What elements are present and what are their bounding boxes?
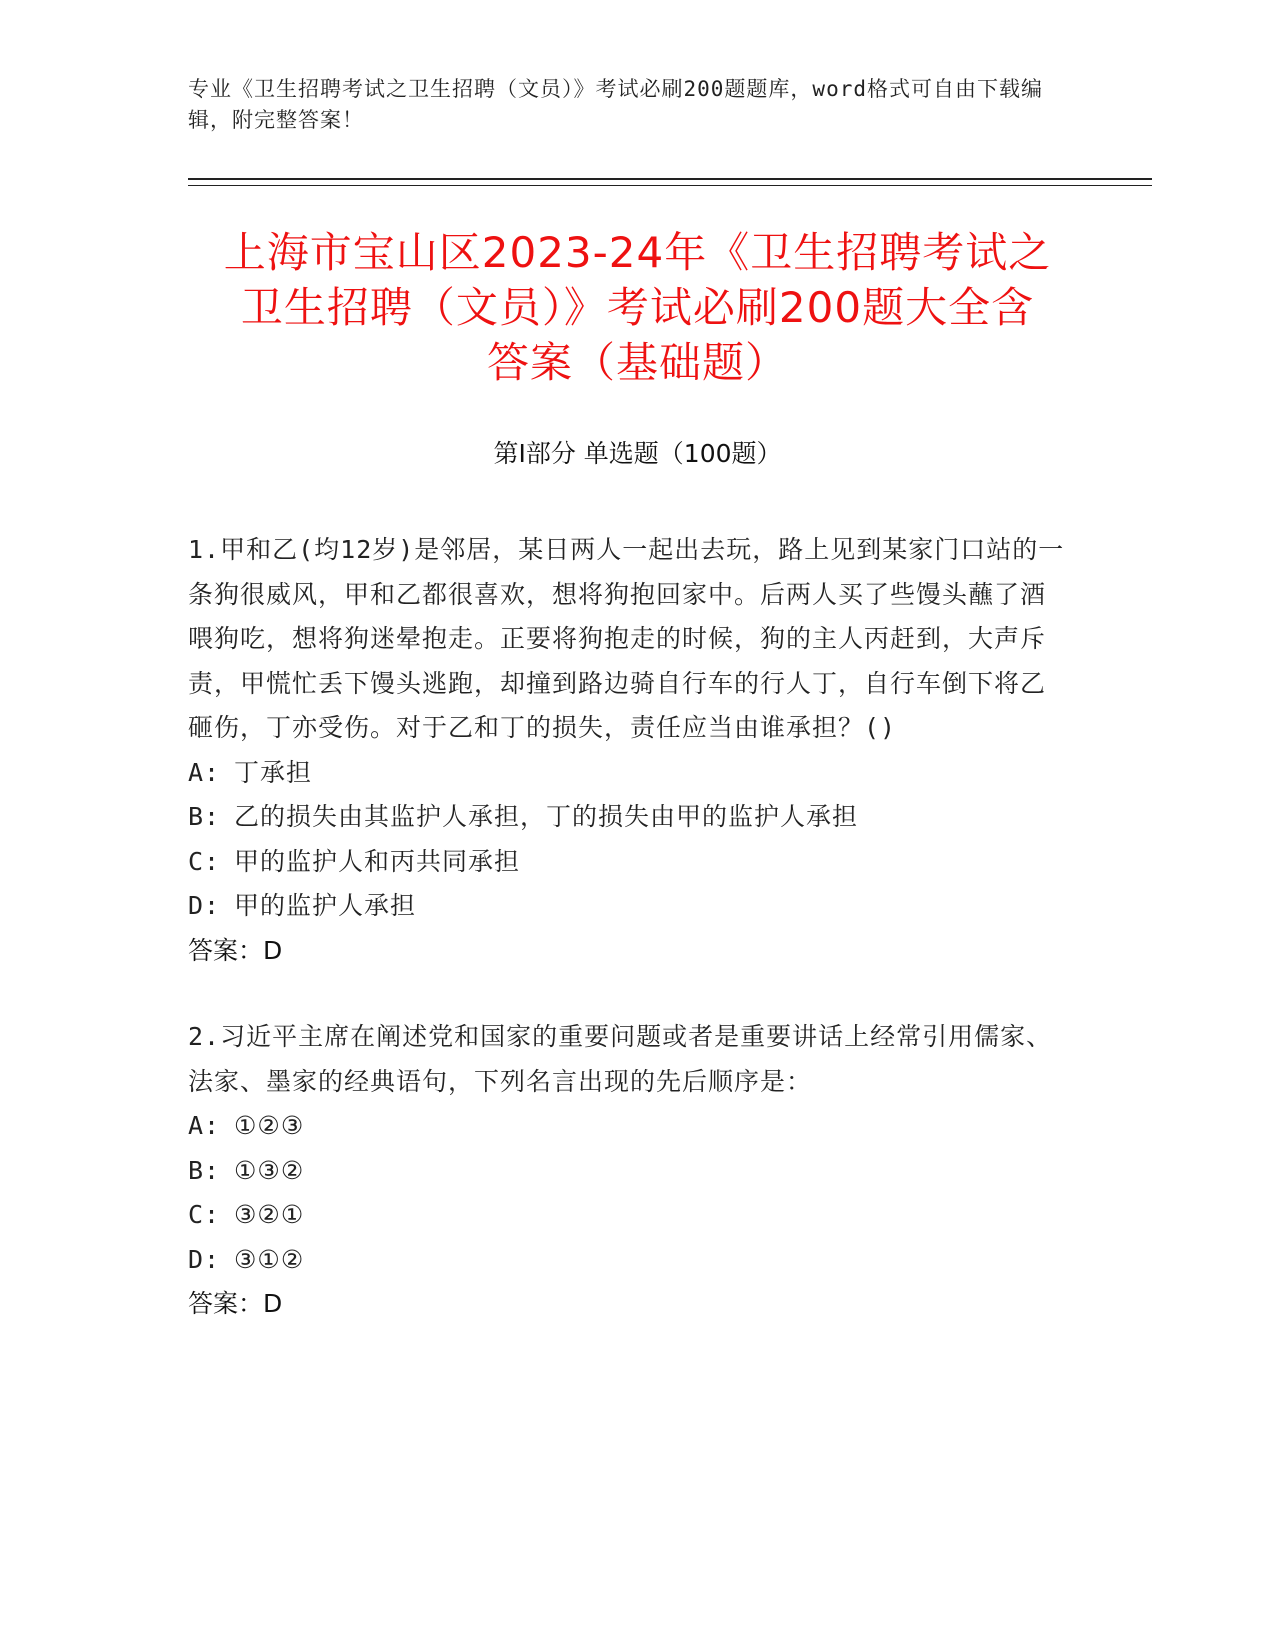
question-1 xyxy=(188,528,1068,973)
option-a xyxy=(188,751,1068,796)
option-text: 甲的监护人和丙共同承担 xyxy=(234,846,521,876)
option-c xyxy=(188,1193,1068,1238)
question-2 xyxy=(188,1015,1068,1327)
header-note: 专业《卫生招聘考试之卫生招聘（文员）》考试必刷200题题库，word格式可自由下载编辑，附完整答案！ xyxy=(188,77,1043,132)
option-b xyxy=(188,1149,1068,1194)
question-stem: 2.习近平主席在阐述党和国家的重要问题或者是重要讲话上经常引用儒家、法家、墨家的经典语句，下列名言出现的先后顺序是： xyxy=(188,1022,1053,1096)
option-letter: C: xyxy=(188,846,221,876)
option-text: 乙的损失由其监护人承担，丁的损失由甲的监护人承担 xyxy=(234,802,859,831)
answer-line: 答案：D xyxy=(188,1289,283,1318)
option-text: 丁承担 xyxy=(234,757,313,787)
option-text: ①③② xyxy=(234,1155,305,1185)
option-text: ③①② xyxy=(234,1244,305,1274)
option-text: ③②① xyxy=(234,1200,305,1229)
title-line-1: 上海市宝山区2023-24年《卫生招聘考试之 xyxy=(223,228,1052,277)
option-letter: A: xyxy=(188,757,221,787)
option-d xyxy=(188,884,1068,929)
answer-line: 答案：D xyxy=(188,935,283,965)
option-letter: D: xyxy=(188,891,221,920)
option-letter: B: xyxy=(188,802,221,831)
header-rule-thick xyxy=(188,178,1152,180)
title-line-2: 卫生招聘（文员）》考试必刷200题大全含 xyxy=(240,283,1035,332)
section-heading: 第I部分 单选题（100题） xyxy=(493,439,782,468)
option-letter: D: xyxy=(188,1244,221,1274)
title-line-3: 答案（基础题） xyxy=(486,338,788,387)
question-list xyxy=(188,528,1068,1369)
option-letter: C: xyxy=(188,1200,221,1229)
question-stem: 1.甲和乙(均12岁)是邻居，某日两人一起出去玩，路上见到某家门口站的一条狗很威风，甲和乙都很喜欢，想将狗抱回家中。后两人买了些馒头蘸了酒喂狗吃，想将狗迷晕抱走。正要将狗抱走的时候，狗的主人丙赶到，大声斥责，甲慌忙丢下馒头逃跑，却撞到路边骑自行车的行人丁，自行车倒下将乙砸伤，丁亦受伤。对于乙和丁的损失，责任应当由谁承担？() xyxy=(188,535,1065,742)
option-c xyxy=(188,840,1068,885)
document-title xyxy=(150,225,1125,390)
option-text: 甲的监护人承担 xyxy=(234,891,417,920)
header-rule-thin xyxy=(188,185,1152,186)
option-letter: B: xyxy=(188,1155,221,1185)
option-a xyxy=(188,1104,1068,1149)
option-b xyxy=(188,795,1068,840)
option-d xyxy=(188,1238,1068,1283)
option-letter: A: xyxy=(188,1111,221,1140)
option-text: ①②③ xyxy=(234,1111,305,1140)
